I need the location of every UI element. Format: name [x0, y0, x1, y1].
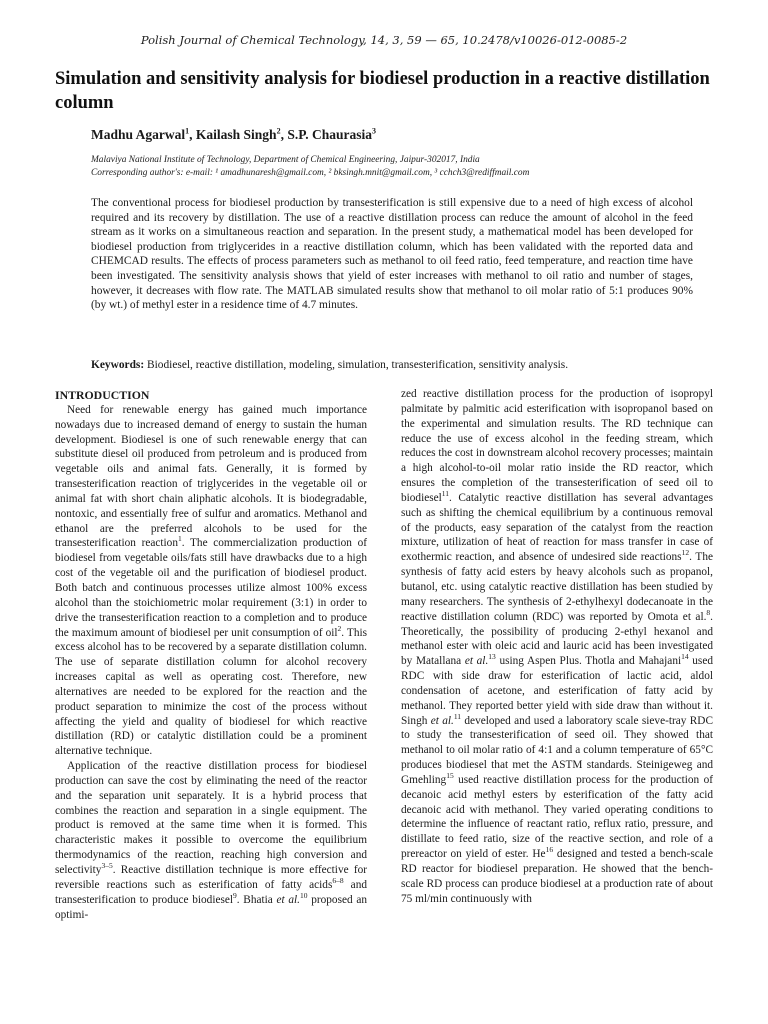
- author-affiliation-mark: 1: [185, 126, 190, 136]
- citation-ref: 8: [706, 607, 711, 617]
- citation-ref: 9: [233, 890, 237, 900]
- citation-ref: 1: [177, 534, 182, 544]
- journal-citation: Polish Journal of Chemical Technology, 14, 3, 59 — 65, 10.2478/v10026-012-0085-2: [140, 33, 628, 47]
- intro-paragraph-3: zed reactive distillation process for the production of isopropyl palmitate by palmitic acid esterification with isopropanol based on the experimental and simulation results. The RD technique can reduce the use of excess alcohol in the feeding stream, which reduces the cost in downstream alcohol recovery processes; maintain a high alcohol-to-oil molar ratio inside the RD reactor, which ensures the completion of the transesterification of seed oil to biodiesel$^{11}$. Catalytic reactive distillation has several advantages such as shifting the chemical equilibrium by a continuous removal of the products, easy separation of the catalyst from the reaction mixture, utilization of heat of reaction for mass transfer in case of exothermic reaction, and absence of undesired side reactions$^{12}$. The synthesis of fatty acid esters by heavy alcohols such as propanol, butanol, etc. using catalytic reactive distillation has been studied by many researchers. The synthesis of 2-ethylhexyl dodecanoate in the reactive distillation column (RDC) was reported by Omota et al.$^8$. Theoretically, the possibility of producing 2-ethyl hexanol and methanol ester with oleic acid and lauric acid has been investigated by Matallana et al.$^{13}$ using Aspen Plus. Thotla and Mahajani$^{14}$ used RDC with side draw for esterification of lactic acid, aldol condensation of acetone, and esterification of fatty acid by methanol. They reported better yield with side draw than without it. Singh et al.$^{11}$ developed and used a laboratory scale sieve-tray RDC to study the transesterification of seed oil. They showed that methanol to oil molar ratio of 4:1 and a column temperature of 65°C produces biodiesel that met the ASTM standards. Steinigeweg and Gmehling$^{15}$ used reactive distillation process for the production of decanoic acid methyl esters by esterification of the fatty acid decanoic acid with methanol. They varied operating conditions to determine the influence of reactant ratio, reflux ratio, pressure, and distillate to feed ratio, size of the reactive section, and role of a prereactor on yield of ester. He$^{16}$ designed and tested a bench-scale RD reactor for biodiesel preparation. He showed that the bench-scale RD process can produce biodiesel at a production rate of about 75 ml/min continuously with: [401, 388, 713, 905]
- affiliation: Malaviya National Institute of Technology, Department of Chemical Engineering, Jaipur-302017, India: [91, 155, 480, 165]
- paper-title: Simulation and sensitivity analysis for biodiesel production in a reactive distillation column: [55, 69, 710, 113]
- citation-ref: 14: [681, 652, 689, 662]
- citation-ref: 10: [300, 890, 308, 900]
- italic-text: et al.: [430, 714, 454, 727]
- citation-ref: 2: [337, 623, 342, 633]
- keywords-text: Biodiesel, reactive distillation, modeling, simulation, transesterification, sensitivity analysis.: [147, 359, 569, 371]
- right-column: [401, 387, 713, 907]
- italic-text: et al.: [464, 655, 489, 668]
- intro-paragraph-2: Application of the reactive distillation process for biodiesel production can save the cost by eliminating the need of the reactor and the separation unit separately. It is a hybrid process that combines the reaction and separation in a single equipment. The product is removed at the same time when it is formed. This characteristic makes it possible to overcome the equilibrium thermodynamics of the reaction, reaching high conversion and selectivity$^{3-5}$. Reactive distillation technique is more effective for reversible reactions such as esterification of fatty acids$^{6-8}$ and transesterification to produce biodiesel$^9$. Bhatia et al.$^{10}$ proposed an optimi-: [55, 760, 367, 921]
- citation-ref: 3–5: [101, 861, 113, 871]
- italic-text: et al.: [276, 893, 300, 906]
- author-name: Madhu Agarwal: [91, 127, 186, 142]
- author-affiliation-mark: 2: [276, 126, 281, 136]
- keywords-line: [91, 359, 701, 371]
- author-list: Madhu Agarwal$^1$, Kailash Singh$^2$, S.P. Chaurasia$^3$: [91, 126, 376, 142]
- citation-ref: 11: [441, 489, 450, 499]
- section-heading-introduction: INTRODUCTION: [55, 388, 150, 402]
- citation-ref: 13: [488, 652, 496, 662]
- author-affiliation-mark: 3: [371, 126, 376, 136]
- citation-ref: 11: [453, 711, 462, 721]
- abstract: The conventional process for biodiesel production by transesterification is still expensive due to a need of high excess of alcohol required and its recovery by distillation. The use of a reactive distillation process can reduce the amount of alcohol in the feed stream as it works on a simultaneous reaction and separation. In the present study, a mathematical model has been developed for biodiesel production from triglycerides in a reactive distillation column, which has been validated with the reported data and CHEMCAD results. The effects of process parameters such as methanol to oil feed ratio, feed temperature, and reaction time have been investigated. The sensitivity analysis shows that yield of ester increases with methanol to oil ratio and number of stages, however, it decreases with flow rate. The MATLAB simulated results show that methanol to oil molar ratio of 5:1 produces 90% (by wt.) of methyl ester in a residence time of 4.7 minutes.: [91, 197, 693, 312]
- left-column: [55, 388, 367, 922]
- citation-ref: 6–8: [332, 876, 344, 886]
- citation-ref: 15: [446, 771, 454, 781]
- author-name: Kailash Singh: [195, 127, 277, 142]
- intro-paragraph-1: Need for renewable energy has gained much importance nowadays due to increased demand of energy to sustain the human development. Biodiesel is one of such renewable energy that can substitute diesel oil produced from petroleum and is produced from vegetable oils and animal fats. Generally, it is formed by transesterification reaction of triglycerides in the vegetable oil or animal fat with short chain aliphatic alcohols. It is biodegradable, nontoxic, and essentially free of sulfur and aromatics. Methanol and ethanol are the preferred alcohols to be used for the transesterification reaction$^1$. The commercialization production of biodiesel from vegetable oils/fats still have drawbacks due to a high cost of the vegetable oil and the purification of biodiesel product. Both batch and continuous processes utilize almost 100% excess alcohol than the stoichiometric molar requirement (3:1) in order to drive the transesterification reaction to a completion and to produce the maximum amount of biodiesel per unit consumption of oil$^2$. This excess alcohol has to be recovered by a separate distillation column. The use of separate distillation column for alcohol recovery increases capital as well as operating cost. Therefore, new alternatives are needed to be explored for the reaction and the product separation to minimize the cost of the process without affecting the yield and quality of biodiesel for which reactive distillation (RD) or catalytic distillation could be a prominent alternative technique.: [55, 403, 368, 758]
- correspondence-line: Corresponding author's: e-mail: ¹ amadhunaresh@gmail.com, ² bksingh.mnit@gmail.com, ³ cchch3@rediffmail.com: [91, 168, 530, 178]
- author-name: S.P. Chaurasia: [287, 127, 372, 142]
- citation-ref: 12: [681, 548, 690, 558]
- citation-ref: 16: [545, 845, 554, 855]
- keywords-label: Keywords:: [91, 359, 145, 371]
